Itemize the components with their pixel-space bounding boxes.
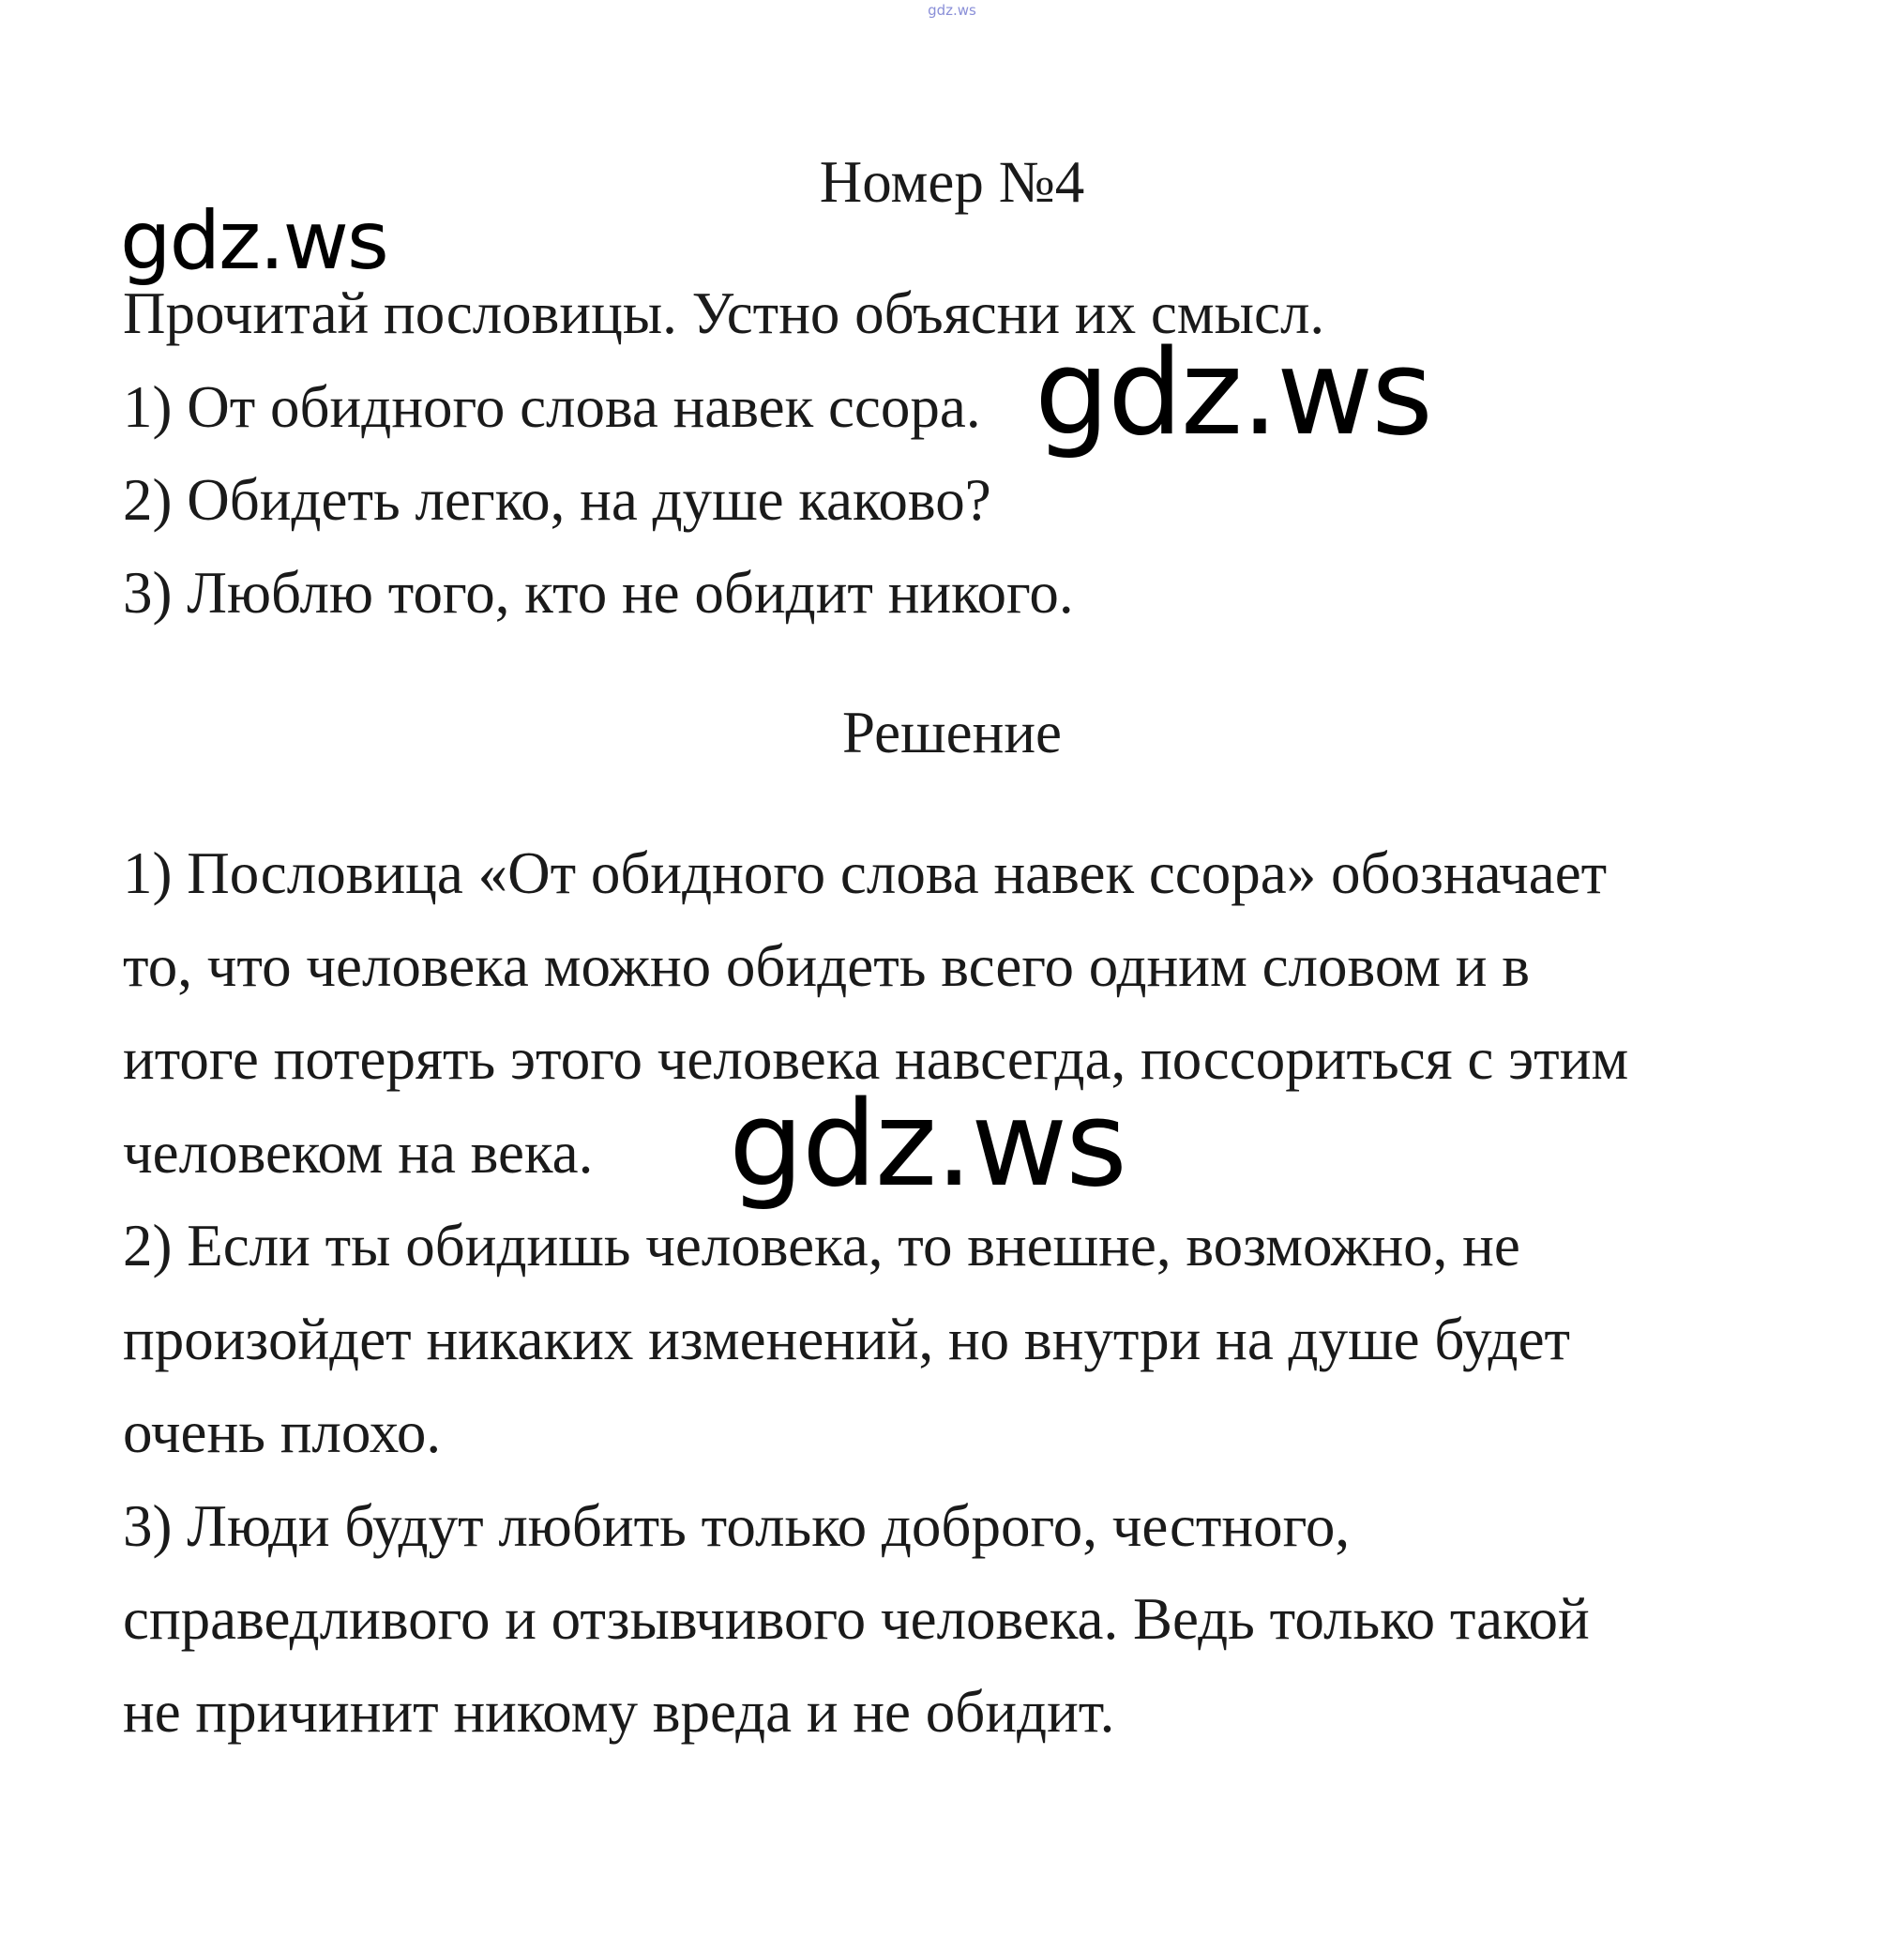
proverb-1: 1) От обидного слова навек ссора. (123, 374, 981, 440)
solution-line-10: не причинит никому вреда и не обидит. (123, 1679, 1115, 1745)
solution-line-9: справедливого и отзывчивого человека. Ведь только такой (123, 1586, 1590, 1652)
solution-line-4: человеком на века. (123, 1120, 594, 1186)
solution-line-8: 3) Люди будут любить только доброго, честного, (123, 1493, 1351, 1559)
solution-line-2: то, что человека можно обидеть всего одним словом и в (123, 933, 1530, 999)
solution-line-5: 2) Если ты обидишь человека, то внешне, возможно, не (123, 1213, 1520, 1278)
solution-line-6: произойдет никаких изменений, но внутри на душе будет (123, 1307, 1571, 1372)
solution-heading: Решение (841, 700, 1063, 765)
proverb-2: 2) Обидеть легко, на душе каково? (123, 467, 991, 533)
solution-line-7: очень плохо. (123, 1399, 442, 1465)
header-watermark: gdz.ws (928, 2, 976, 19)
solution-line-1: 1) Пословица «От обидного слова навек ссора» обозначает (123, 840, 1608, 906)
watermark-3: gdz.ws (729, 1075, 1126, 1213)
solution-line-3: итоге потерять этого человека навсегда, поссориться с этим (123, 1026, 1629, 1092)
watermark-1: gdz.ws (120, 194, 387, 288)
task-instruction: Прочитай пословицы. Устно объясни их смысл. (123, 280, 1325, 346)
task-title: Номер №4 (819, 149, 1085, 215)
proverb-3: 3) Люблю того, кто не обидит никого. (123, 560, 1074, 626)
watermark-2: gdz.ws (1035, 324, 1431, 461)
